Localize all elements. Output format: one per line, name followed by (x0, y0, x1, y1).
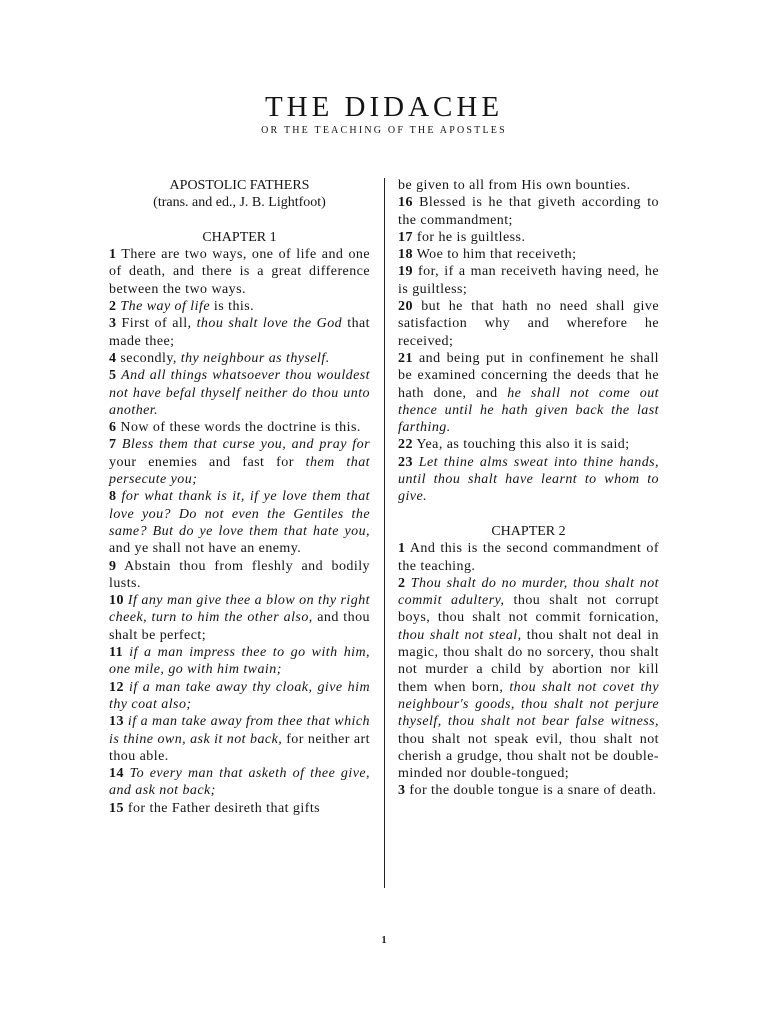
verse-text: but he that hath no need shall give satisfaction why and wherefore he received; (398, 299, 659, 349)
chapter-1-verses-right (398, 177, 659, 506)
verse (398, 177, 659, 194)
verse-number: 2 (398, 575, 406, 591)
verse-quote-text: Bless them that curse you, and pray for (121, 437, 370, 453)
verse-number: 3 (109, 316, 117, 332)
verse-text: thou shalt not corrupt boys, thou shalt not commit fornication, (398, 593, 659, 626)
verse-text: There are two ways, one of life and one of death, and there is a great difference between the two ways. (109, 247, 371, 297)
verse-text: for, if a man receiveth having need, he is guiltless; (398, 264, 660, 297)
verse-text: thou shalt not deal in magic, thou shalt do no sorcery, thou shalt not murder a child by abortion nor kill them when born, (398, 627, 659, 695)
verse-number: 4 (109, 350, 117, 366)
verse-number: 20 (398, 299, 413, 315)
verse (109, 419, 370, 436)
chapter-2-verses (398, 540, 659, 799)
verse-text: for neither art thou able. (109, 731, 370, 764)
verse (398, 229, 659, 246)
verse (109, 367, 370, 419)
verse-quote-text: thou shalt love the God (196, 316, 343, 332)
page-number: 1 (381, 935, 387, 946)
verse (109, 488, 370, 557)
verse-text: that made thee; (109, 316, 371, 349)
verse-number: 2 (109, 299, 117, 315)
verse-quote-text: Let thine alms sweat into thine hands, until thou shalt have learnt to whom to give. (398, 454, 659, 505)
verse-number: 23 (398, 454, 413, 470)
verse-text: Blessed is he that giveth according to the commandment; (398, 195, 659, 228)
verse-quote-text: if a man take away from thee that which is thine own, ask it not back, (109, 714, 371, 747)
verse-number: 19 (398, 264, 413, 280)
intro-heading: APOSTOLIC FATHERS (169, 178, 310, 193)
verse-number: 18 (398, 247, 413, 263)
verse (109, 315, 370, 350)
verse (109, 644, 370, 679)
verse-quote-text: If any man give thee a blow on thy right cheek, turn to him the other also, (109, 593, 370, 626)
verse (109, 679, 370, 714)
verse-quote-text: them that persecute you; (109, 454, 370, 488)
verse-number: 3 (398, 783, 406, 799)
verse-quote-text: if a man impress thee to go with him, one mile, go with him twain; (109, 645, 371, 678)
verse-number: 22 (398, 437, 413, 453)
verse-text: for the double tongue is a snare of death. (409, 783, 657, 799)
verse-text: And this is the second commandment of the teaching. (398, 541, 659, 574)
verse-quote-text: To every man that asketh of thee give, and ask not back; (109, 766, 371, 799)
verse-number: 21 (398, 350, 413, 366)
verse-number: 15 (109, 800, 124, 816)
verse (398, 454, 659, 506)
verse-text: be given to all from His own bounties. (398, 178, 631, 193)
verse-text: for the Father desireth that gifts (127, 800, 321, 816)
verse (109, 592, 370, 644)
verse (398, 263, 659, 298)
verse-quote-text: thy neighbour as thyself. (180, 350, 330, 366)
right-column (398, 177, 659, 800)
verse-text: thou shalt not speak evil, thou shalt not cherish a grudge, thou shalt not be double-minded nor double-tongued; (398, 731, 659, 782)
verse-quote-text: for what thank is it, if ye love them that love you? Do not even the Gentiles the same? But do ye love them that hate you, (109, 489, 370, 539)
verse-quote-text: And all things whatsoever thou wouldest not have befal thyself neither do thou unto another. (109, 368, 371, 418)
verse (398, 575, 659, 783)
verse-number: 12 (109, 679, 124, 695)
verse-quote-text: if a man take away thy cloak, give him thy coat also; (109, 679, 370, 712)
verse (398, 540, 659, 575)
verse-text: Woe to him that receiveth; (416, 247, 577, 263)
verse-number: 1 (398, 541, 406, 557)
verse-number: 5 (109, 368, 117, 384)
verse (109, 436, 370, 488)
verse (109, 350, 370, 367)
verse-number: 11 (109, 645, 124, 661)
verse-number: 6 (109, 420, 117, 436)
verse (109, 765, 370, 800)
document-title: THE DIDACHE (264, 91, 504, 123)
verse-quote-text: The way of life (120, 299, 210, 315)
verse-text: Now of these words the doctrine is this. (120, 420, 361, 436)
verse-number: 14 (109, 766, 124, 782)
verse (398, 246, 659, 263)
intro-credit: (trans. and ed., J. B. Lightfoot) (153, 195, 326, 211)
verse-number: 7 (109, 437, 117, 453)
verse (109, 713, 370, 765)
verse-number: 9 (109, 558, 117, 574)
verse-text: for he is guiltless. (416, 229, 526, 245)
verse (109, 298, 370, 315)
spacer (398, 506, 659, 523)
verse-text: your enemies and fast for (109, 454, 306, 470)
verse-quote-text: thou shalt not covet thy neighbour's goods, thou shalt not perjure thyself, thou shalt not bear false witness, (398, 679, 659, 730)
verse-text: secondly, (120, 350, 181, 366)
verse-number: 8 (109, 489, 117, 505)
column-divider (384, 178, 385, 888)
verse (109, 558, 370, 593)
verse-number: 16 (398, 195, 413, 211)
verse-text: First of all, (121, 316, 197, 332)
verse (398, 194, 659, 229)
verse-number: 1 (109, 247, 117, 263)
verse-number: 17 (398, 229, 413, 245)
verse-text: and being put in confinement he shall be examined concerning the deeds that he hath done, and (398, 350, 659, 401)
verse-text: and thou shalt be perfect; (109, 610, 370, 643)
spacer (109, 212, 370, 229)
verse-text: and ye shall not have an enemy. (109, 541, 302, 557)
verse-quote-text: he shall not come out thence until he hath given back the last farthing. (398, 385, 659, 436)
chapter-1-heading: CHAPTER 1 (202, 229, 277, 245)
verse (398, 436, 659, 453)
verse (398, 298, 659, 350)
chapter-1-verses-left (109, 246, 370, 817)
verse (109, 800, 370, 817)
chapter-2-heading: CHAPTER 2 (491, 523, 566, 539)
verse (398, 782, 659, 799)
verse-text: Abstain thou from fleshly and bodily lusts. (109, 558, 370, 591)
verse (398, 350, 659, 436)
verse-quote-text: Thou shalt do no murder, thou shalt not commit adultery, (398, 575, 659, 609)
left-column (109, 177, 370, 817)
document-subtitle: OR THE TEACHING OF THE APOSTLES (261, 125, 507, 136)
verse-text: Yea, as touching this also it is said; (416, 437, 630, 453)
verse-quote-text: thou shalt not steal, (398, 627, 522, 643)
verse-number: 13 (109, 714, 124, 730)
verse (109, 246, 370, 298)
verse-text: is this. (209, 299, 255, 315)
verse-number: 10 (109, 593, 124, 609)
